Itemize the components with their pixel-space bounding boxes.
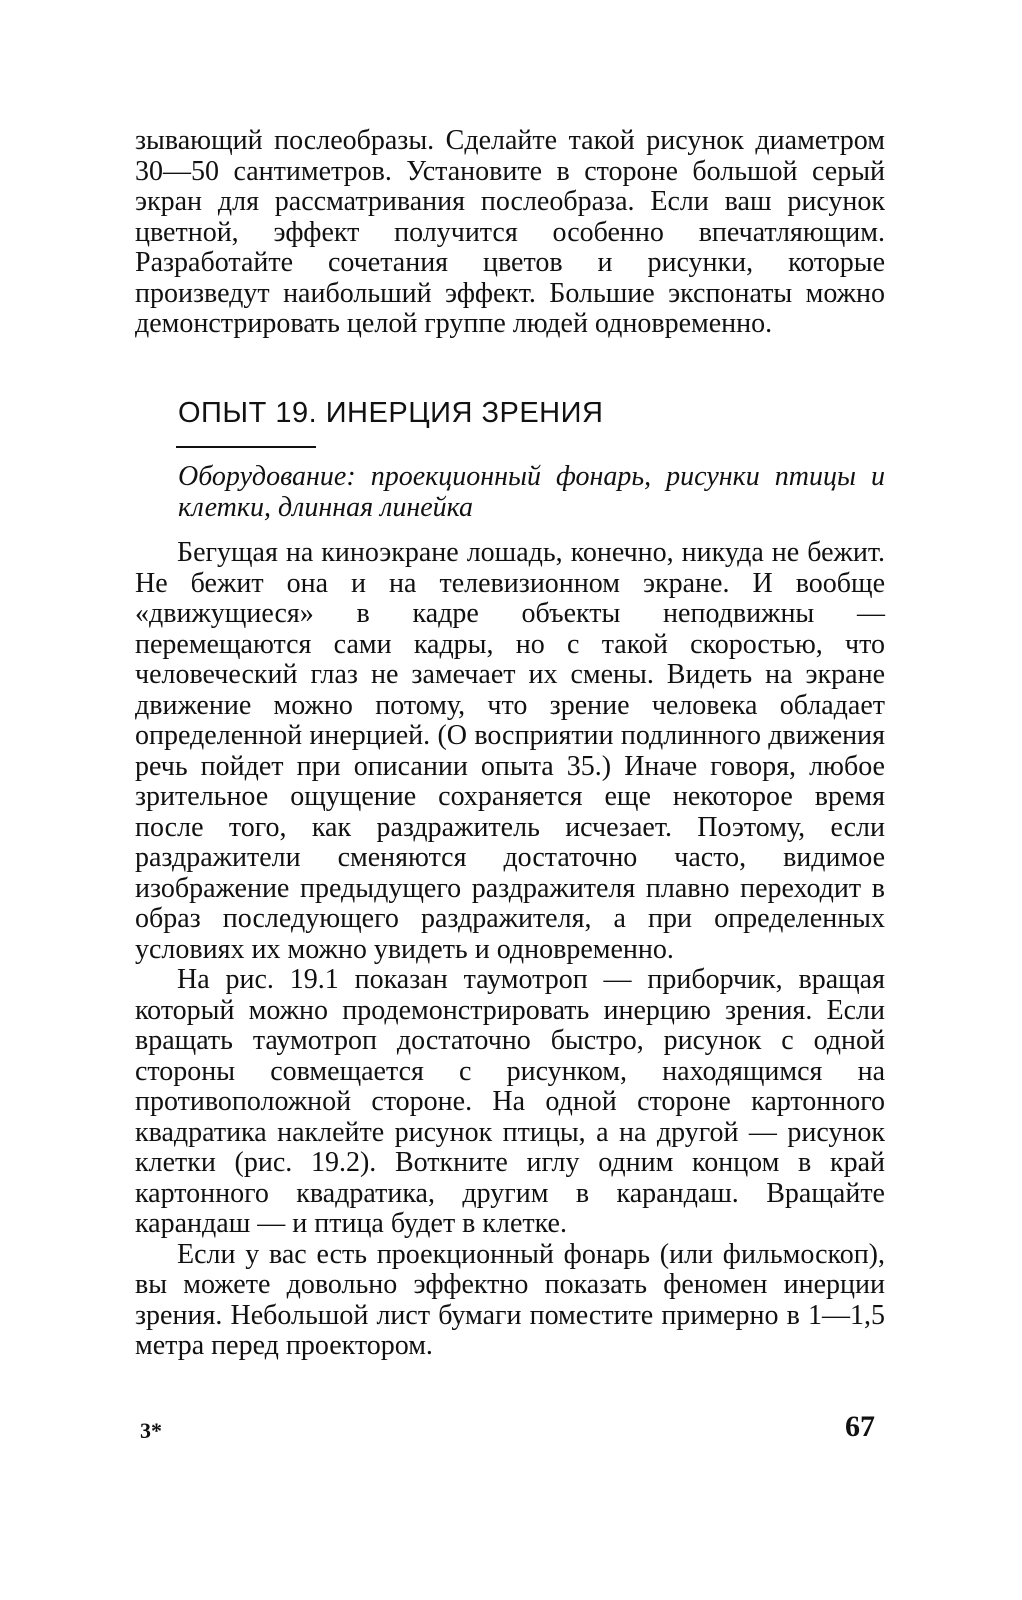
paragraph-thaumatrope: На рис. 19.1 показан таумотроп — приборчик, вращая который можно продемонстрировать инерцию зрения. Если вращать таумотроп достаточно быстро, рисунок с одной стороны совмещается с рисунком, находящимся на противоположной стороне. На одной стороне картонного квадратика наклейте рисунок птицы, а на другой — рисунок клетки (рис. 19.2). Воткните иглу одним концом в край картонного квадратика, другим в карандаш. Вращайте карандаш — и птица будет в клетке.: [135, 964, 885, 1239]
paragraph-projector: Если у вас есть проекционный фонарь (или фильмоскоп), вы можете довольно эффектно показать феномен инерции зрения. Небольшой лист бумаги поместите примерно в 1—1,5 метра перед проектором.: [135, 1238, 885, 1361]
equipment-list: Оборудование: проекционный фонарь, рисунки птицы и клетки, длинная линейка: [178, 461, 885, 523]
heading-underline: [176, 446, 316, 448]
signature-mark: 3*: [140, 1418, 162, 1443]
body-text-block: [135, 538, 885, 1362]
paragraph-inertia: Бегущая на киноэкране лошадь, конечно, никуда не бежит. Не бежит она и на телевизионном экране. И вообще «движущиеся» в кадре объекты неподвижны — перемещаются сами кадры, но с такой скоростью, что человеческий глаз не замечает их смены. Видеть на экране движение можно потому, что зрение человека обладает определенной инерцией. (О восприятии подлинного движения речь пойдет при описании опыта 35.) Иначе говоря, любое зрительное ощущение сохраняется еще некоторое время после того, как раздражитель исчезает. Поэтому, если раздражители сменяются достаточно часто, видимое изображение предыдущего раздражителя плавно переходит в образ последующего раздражителя, а при определенных условиях их можно увидеть и одновременно.: [135, 537, 885, 965]
page-number: 67: [845, 1410, 875, 1443]
continued-paragraph: зывающий послеобразы. Сделайте такой рисунок диаметром 30—50 сантиметров. Установите в стороне большой серый экран для рассматривания послеобраза. Если ваш рисунок цветной, эффект получится особенно впечатляющим. Разработайте сочетания цветов и рисунки, которые произведут наибольший эффект. Большие экспонаты можно демонстрировать целой группе людей одновременно.: [135, 125, 885, 339]
section-heading: ОПЫТ 19. ИНЕРЦИЯ ЗРЕНИЯ: [178, 397, 604, 429]
top-text-block: [135, 126, 885, 340]
